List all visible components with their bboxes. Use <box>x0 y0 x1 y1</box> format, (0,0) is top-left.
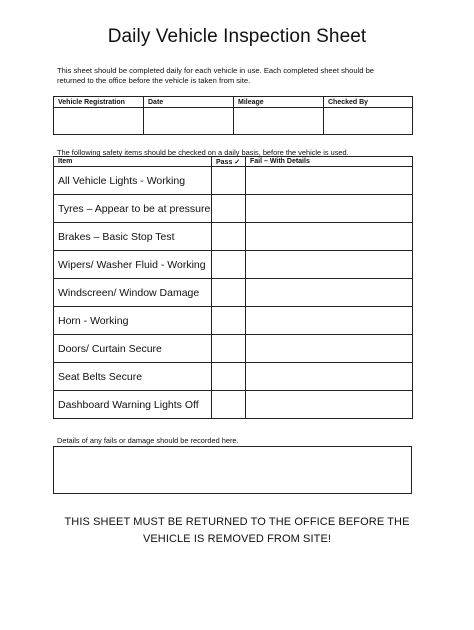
fail-details-cell[interactable] <box>246 391 413 419</box>
mileage-field[interactable] <box>234 108 324 135</box>
page-title: Daily Vehicle Inspection Sheet <box>107 26 367 47</box>
fail-details-cell[interactable] <box>246 223 413 251</box>
date-header: Date <box>144 97 234 108</box>
checklist-item-label: Dashboard Warning Lights Off <box>54 391 212 419</box>
checklist-row <box>54 251 413 279</box>
pass-cell[interactable] <box>212 391 246 419</box>
fail-details-cell[interactable] <box>246 251 413 279</box>
fail-details-cell[interactable] <box>246 335 413 363</box>
checked-by-field[interactable] <box>324 108 413 135</box>
checklist-item-label: Horn - Working <box>54 307 212 335</box>
fail-details-cell[interactable] <box>246 363 413 391</box>
checklist-item-label: Tyres – Appear to be at pressure <box>54 195 212 223</box>
checklist-item-label: Doors/ Curtain Secure <box>54 335 212 363</box>
date-field[interactable] <box>144 108 234 135</box>
pass-cell[interactable] <box>212 223 246 251</box>
return-warning <box>40 514 434 548</box>
checklist-row <box>54 335 413 363</box>
item-header: Item <box>54 157 212 167</box>
registration-input-row <box>54 108 413 135</box>
details-note: Details of any fails or damage should be recorded here. <box>57 436 239 445</box>
safety-intro-text: The following safety items should be checked on a daily basis, before the vehicle is used. <box>57 148 349 157</box>
checklist-table <box>53 156 413 419</box>
vehicle-registration-header: Vehicle Registration <box>54 97 144 108</box>
warning-line-1: THIS SHEET MUST BE RETURNED TO THE OFFICE BEFORE THE <box>64 516 410 528</box>
checklist-row <box>54 363 413 391</box>
checklist-row <box>54 195 413 223</box>
checklist-item-label: Seat Belts Secure <box>54 363 212 391</box>
checklist-row <box>54 307 413 335</box>
pass-cell[interactable] <box>212 251 246 279</box>
fail-details-cell[interactable] <box>246 279 413 307</box>
checklist-header-row <box>54 157 413 167</box>
checklist-item-label: Brakes – Basic Stop Test <box>54 223 212 251</box>
pass-cell[interactable] <box>212 279 246 307</box>
warning-line-2: VEHICLE IS REMOVED FROM SITE! <box>142 533 332 545</box>
checklist-row <box>54 167 413 195</box>
fail-details-cell[interactable] <box>246 167 413 195</box>
vehicle-registration-field[interactable] <box>54 108 144 135</box>
pass-cell[interactable] <box>212 307 246 335</box>
intro-line-1: This sheet should be completed daily for each vehicle in use. Each completed sheet should be <box>57 66 375 75</box>
pass-header: Pass ✓ <box>212 157 246 167</box>
checklist-row <box>54 391 413 419</box>
intro-text <box>57 66 402 86</box>
pass-cell[interactable] <box>212 167 246 195</box>
checklist-item-label: Wipers/ Washer Fluid - Working <box>54 251 212 279</box>
mileage-header: Mileage <box>234 97 324 108</box>
details-box[interactable] <box>53 446 412 494</box>
checked-by-header: Checked By <box>324 97 413 108</box>
fail-details-cell[interactable] <box>246 307 413 335</box>
pass-cell[interactable] <box>212 335 246 363</box>
registration-header-row <box>54 97 413 108</box>
checklist-row <box>54 223 413 251</box>
fail-details-cell[interactable] <box>246 195 413 223</box>
intro-line-2: returned to the office before the vehicle is taken from site. <box>57 76 251 86</box>
checklist-item-label: All Vehicle Lights - Working <box>54 167 212 195</box>
checklist-row <box>54 279 413 307</box>
pass-cell[interactable] <box>212 195 246 223</box>
checklist-item-label: Windscreen/ Window Damage <box>54 279 212 307</box>
registration-table <box>53 96 413 135</box>
fail-header: Fail – With Details <box>246 157 413 167</box>
pass-cell[interactable] <box>212 363 246 391</box>
